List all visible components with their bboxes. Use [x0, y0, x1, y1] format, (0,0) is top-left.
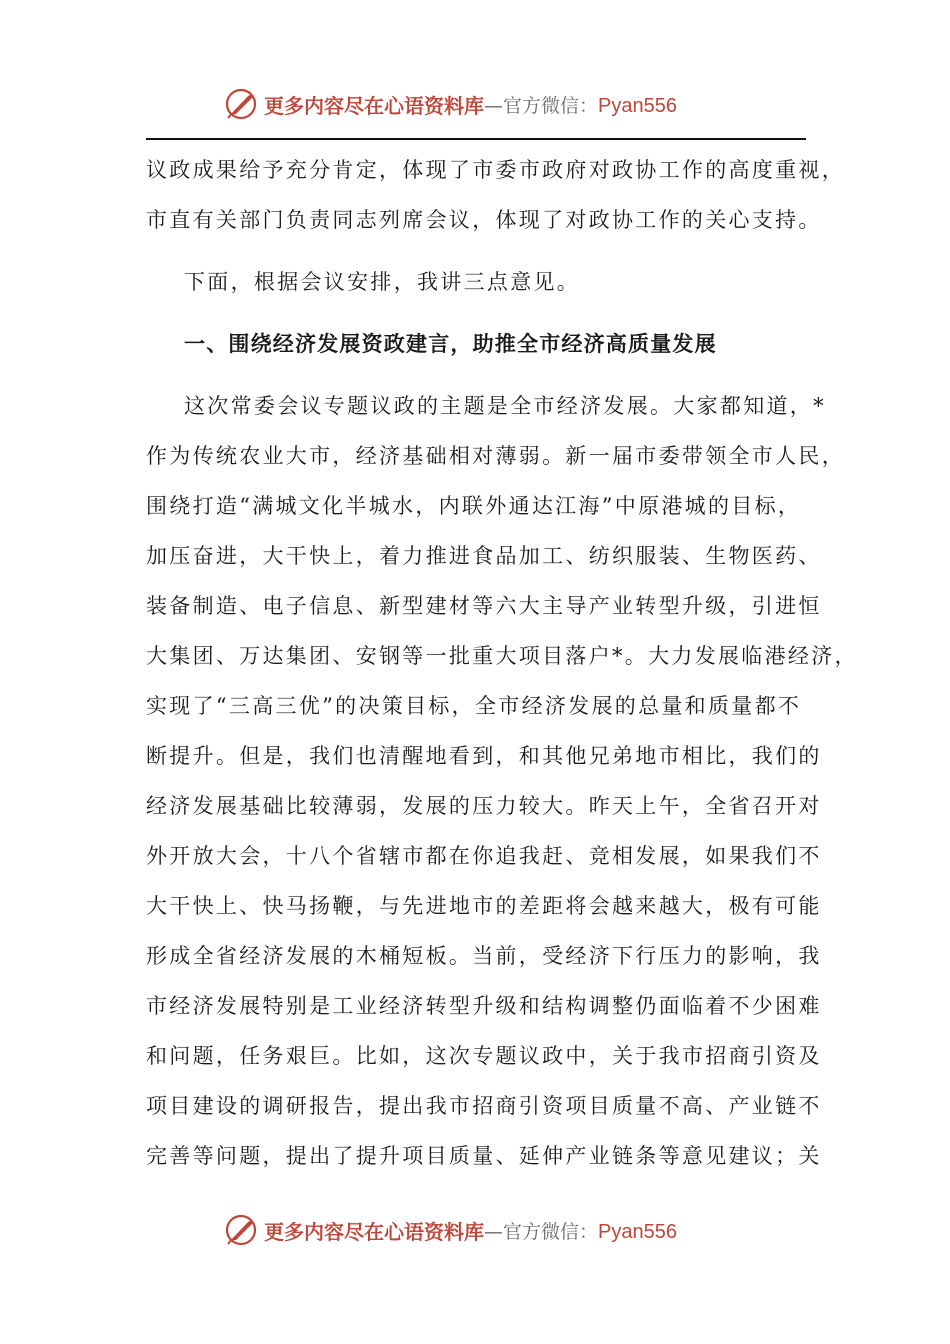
paragraph-3-line: 和问题，任务艰巨。比如，这次专题议政中，关于我市招商引资及: [146, 1044, 822, 1068]
quill-pen-logo-icon: [224, 87, 258, 121]
header-banner: [224, 84, 677, 124]
document-body: [146, 153, 858, 1189]
banner-site-text: 更多内容尽在心语资料库: [264, 93, 484, 118]
paragraph-3-line: 大干快上、快马扬鞭，与先进地市的差距将会越来越大，极有可能: [146, 894, 822, 918]
header-divider: [146, 138, 806, 140]
paragraph-3-line: 完善等问题，提出了提升项目质量、延伸产业链条等意见建议；关: [146, 1144, 822, 1168]
banner-site-text: 更多内容尽在心语资料库: [264, 1219, 484, 1244]
paragraph-3-line: 市经济发展特别是工业经济转型升级和结构调整仍面临着不少困难: [146, 994, 822, 1018]
paragraph-3-line: 外开放大会，十八个省辖市都在你追我赶、竞相发展，如果我们不: [146, 844, 822, 868]
paragraph-3-line: 项目建设的调研报告，提出我市招商引资项目质量不高、产业链不: [146, 1094, 822, 1118]
paragraph-2-line: 下面，根据会议安排，我讲三点意见。: [184, 270, 581, 294]
banner-wechat: [484, 91, 677, 118]
paragraph-3-line: 作为传统农业大市，经济基础相对薄弱。新一届市委带领全市人民，: [146, 444, 845, 468]
section-heading: 一、围绕经济发展资政建言，助推全市经济高质量发展: [184, 332, 717, 356]
quill-pen-logo-icon: [224, 1213, 258, 1247]
banner-wechat-id: Pyan556: [598, 1220, 677, 1243]
paragraph-1-line: 议政成果给予充分肯定，体现了市委市政府对政协工作的高度重视，: [146, 158, 845, 182]
paragraph-1-line: 市直有关部门负责同志列席会议，体现了对政协工作的关心支持。: [146, 208, 822, 232]
paragraph-3-line: 形成全省经济发展的木桶短板。当前，受经济下行压力的影响，我: [146, 944, 822, 968]
footer-banner: [224, 1210, 677, 1250]
paragraph-3-line: 装备制造、电子信息、新型建材等六大主导产业转型升级，引进恒: [146, 594, 822, 618]
paragraph-3-line: 实现了“三高三优”的决策目标，全市经济发展的总量和质量都不: [146, 694, 802, 718]
banner-wechat-id: Pyan556: [598, 94, 677, 117]
paragraph-3-line: 经济发展基础比较薄弱，发展的压力较大。昨天上午，全省召开对: [146, 794, 822, 818]
paragraph-3-line: 断提升。但是，我们也清醒地看到，和其他兄弟地市相比，我们的: [146, 744, 822, 768]
paragraph-3-line: 大集团、万达集团、安钢等一批重大项目落户*。大力发展临港经济，: [146, 644, 858, 668]
banner-wechat: [484, 1217, 677, 1244]
paragraph-3-line: 加压奋进，大干快上，着力推进食品加工、纺织服装、生物医药、: [146, 544, 822, 568]
banner-wechat-label: —官方微信：: [484, 1220, 599, 1243]
paragraph-3-line: 这次常委会议专题议政的主题是全市经济发展。大家都知道，*: [184, 394, 826, 418]
banner-wechat-label: —官方微信：: [484, 94, 599, 117]
paragraph-3-line: 围绕打造“满城文化半城水，内联外通达江海”中原港城的目标，: [146, 494, 802, 518]
